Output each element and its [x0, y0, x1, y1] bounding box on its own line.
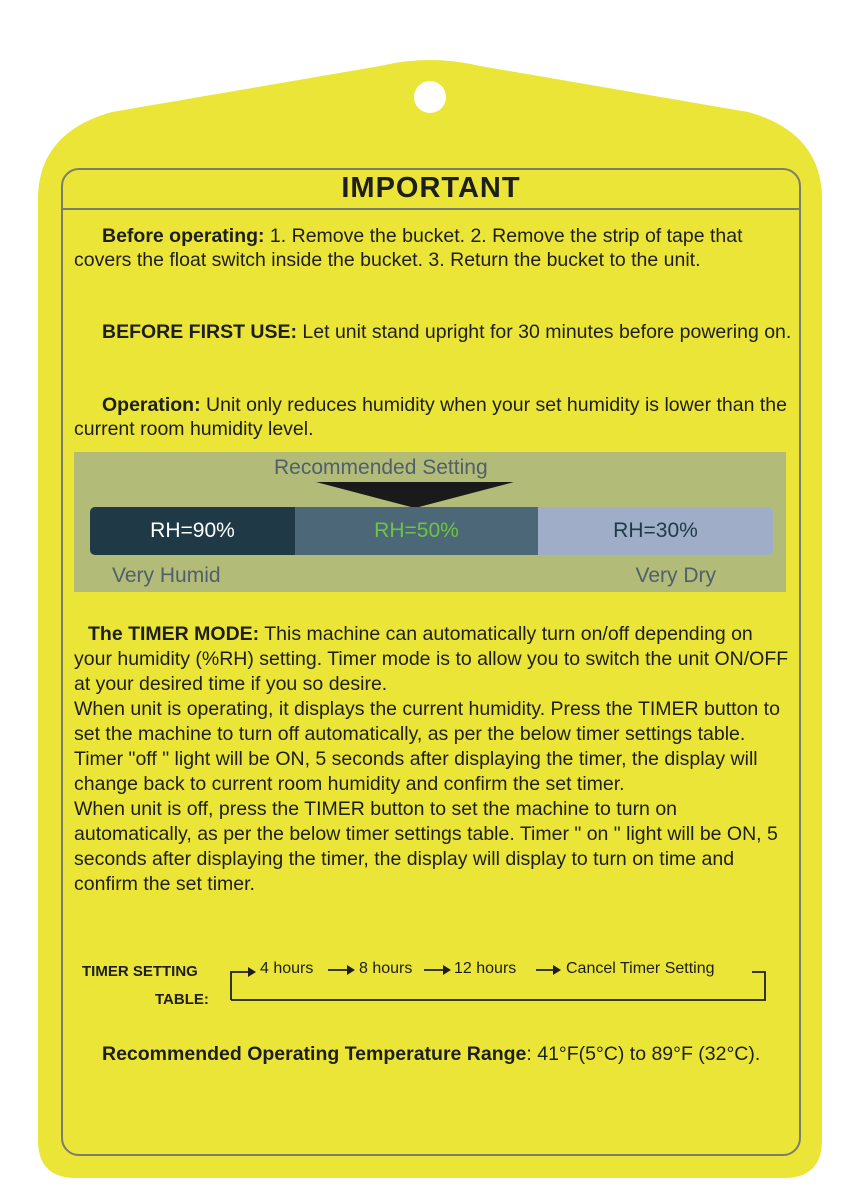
temperature-text: : 41°F(5°C) to 89°F (32°C). — [526, 1043, 761, 1065]
very-humid-label: Very Humid — [112, 564, 221, 587]
timer-table-label-1: TIMER SETTING — [82, 963, 198, 980]
timer-mode-text-1: This machine can automatically turn on/off depending on your humidity (%RH) setting. Timer mode is to allow you to switch the unit ON/OFF at your desired time if you so desire. — [74, 623, 789, 695]
rh-50-segment: RH=50% — [295, 507, 538, 555]
page-title: IMPORTANT — [341, 172, 521, 204]
timer-mode-text-2: When unit is operating, it displays the current humidity. Press the TIMER button to set the machine to turn off automatically, as per the below timer settings table. Timer "off " light will be ON, 5 seconds after displaying the timer, the display will change back to current room humidity and confirm the set timer. — [74, 698, 780, 795]
before-operating-lead: Before operating: — [102, 225, 265, 247]
timer-step-cancel: Cancel Timer Setting — [566, 960, 715, 977]
timer-step-4h: 4 hours — [260, 960, 314, 977]
timer-mode-lead: The TIMER MODE: — [88, 623, 260, 645]
rh-30-segment: RH=30% — [538, 507, 773, 555]
temperature-paragraph — [74, 1042, 792, 1066]
first-use-text: Let unit stand upright for 30 minutes before powering on. — [297, 321, 792, 343]
very-dry-label: Very Dry — [635, 564, 716, 587]
operation-lead: Operation: — [102, 394, 201, 416]
rh-90-segment: RH=90% — [90, 507, 295, 555]
first-use-lead: BEFORE FIRST USE: — [102, 321, 298, 343]
timer-table-label-2: TABLE: — [155, 991, 209, 1008]
temperature-lead: Recommended Operating Temperature Range — [102, 1043, 527, 1065]
arrow-icon — [443, 965, 451, 975]
before-operating-text: 1. Remove the bucket. 2. Remove the strip of tape that covers the float switch inside the bucket. 3. Return the bucket to the unit. — [74, 225, 743, 271]
arrow-icon — [553, 965, 561, 975]
recommended-setting-label: Recommended Setting — [274, 456, 488, 479]
timer-step-8h: 8 hours — [359, 960, 413, 977]
operation-text: Unit only reduces humidity when your set humidity is lower than the current room humidity level. — [74, 394, 787, 440]
timer-step-12h: 12 hours — [454, 960, 517, 977]
arrow-icon — [248, 967, 256, 977]
timer-mode-text-3: When unit is off, press the TIMER button to set the machine to turn on automatically, as per the below timer settings table. Timer " on " light will be ON, 5 seconds after displaying the timer, the display will display to turn on time and confirm the set timer. — [74, 798, 778, 895]
arrow-icon — [347, 965, 355, 975]
